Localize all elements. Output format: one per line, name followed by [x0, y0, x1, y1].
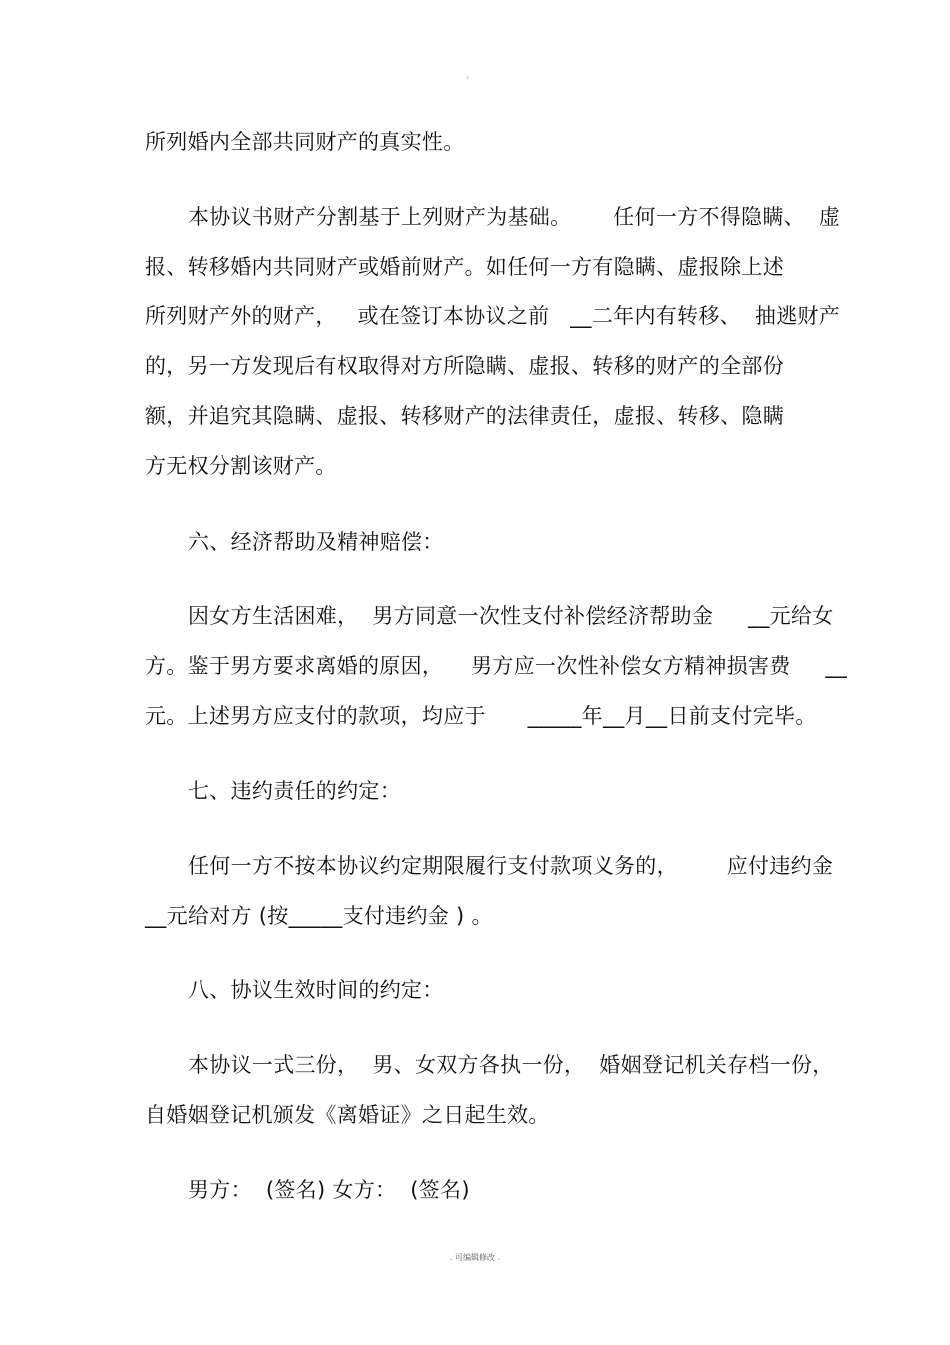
paragraph-line: 额，并追究其隐瞒、虚报、转移财产的法律责任，虚报、转移、隐瞒 — [145, 404, 784, 428]
paragraph-line: 自婚姻登记机颁发《离婚证》之日起生效。 — [145, 1103, 550, 1127]
paragraph-line: 本协议书财产分割基于上列财产为基础。 任何一方不得隐瞒、 虚 — [188, 205, 841, 229]
paragraph-line: 方无权分割该财产。 — [145, 454, 337, 478]
signature-line: 男方： (签名) 女方： (签名) — [188, 1178, 470, 1202]
paragraph-line: 报、转移婚内共同财产或婚前财产。如任何一方有隐瞒、虚报除上述 — [145, 255, 784, 279]
paragraph-line: 方。鉴于男方要求离婚的原因， 男方应一次性补偿女方精神损害费 __ — [145, 654, 848, 678]
section-heading: 八、协议生效时间的约定： — [188, 978, 444, 1002]
paragraph-line: 所列婚内全部共同财产的真实性。 — [145, 130, 465, 154]
paragraph-line: 元。上述男方应支付的款项，均应于 _____年__月__日前支付完毕。 — [145, 704, 817, 728]
page-footer: . 可编辑修改 . — [449, 1253, 501, 1262]
header-mark: 。 — [466, 71, 476, 81]
section-heading: 七、违约责任的约定： — [188, 779, 401, 803]
paragraph-line: 任何一方不按本协议约定期限履行支付款项义务的， 应付违约金 — [188, 854, 834, 878]
section-heading: 六、经济帮助及精神赔偿： — [188, 530, 444, 554]
paragraph-line: 本协议一式三份， 男、女双方各执一份， 婚姻登记机关存档一份， — [188, 1053, 834, 1077]
paragraph-line: __元给对方 (按_____支付违约金 ) 。 — [145, 904, 493, 928]
paragraph-line: 因女方生活困难， 男方同意一次性支付补偿经济帮助金 __元给女 — [188, 604, 834, 628]
paragraph-line: 的，另一方发现后有权取得对方所隐瞒、虚报、转移的财产的全部份 — [145, 354, 784, 378]
paragraph-line: 所列财产外的财产， 或在签订本协议之前 __二年内有转移、 抽逃财产 — [145, 304, 841, 328]
